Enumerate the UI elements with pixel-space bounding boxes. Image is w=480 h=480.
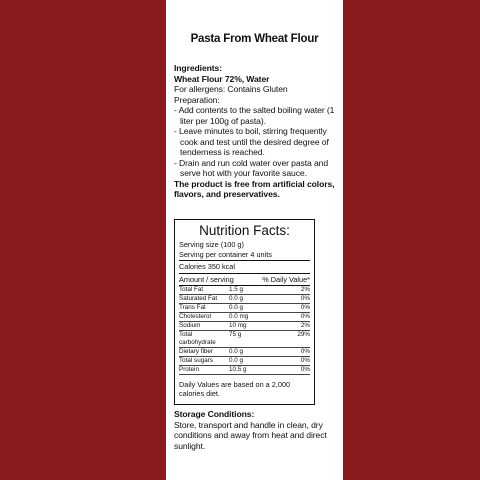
storage-heading: Storage Conditions: xyxy=(174,409,255,419)
nutrient-row xyxy=(179,331,310,348)
free-from-note: The product is free from artificial colors, flavors, and preservatives. xyxy=(174,178,335,199)
prep-step: - Leave minutes to boil, stirring frequently cook and test until the desired degree of tenderness is reached. xyxy=(174,126,329,157)
nutrient-name: Total sugars xyxy=(179,357,213,365)
nutrient-name: Sodium xyxy=(179,321,201,329)
ingredients-heading: Ingredients: xyxy=(174,63,222,73)
nutrient-amount: 75 g xyxy=(229,330,242,338)
nutrient-dv: 0% xyxy=(300,366,310,374)
storage-section xyxy=(174,409,338,451)
daily-value-footnote: Daily Values are based on a 2,000 calories diet. xyxy=(179,380,291,399)
nutrient-dv: 2% xyxy=(300,285,310,293)
nutrient-dv: 2% xyxy=(300,321,310,329)
preparation-heading: Preparation: xyxy=(174,94,220,105)
nutrient-name: Total Fat xyxy=(179,285,204,293)
nutrient-dv: 0% xyxy=(300,357,310,365)
ingredients-section xyxy=(174,63,336,200)
nutrient-amount: 1.5 g xyxy=(229,285,244,293)
nutrient-amount: 0.0 g xyxy=(229,294,244,302)
nutrient-row xyxy=(179,295,310,304)
calories: Calories 350 kcal xyxy=(179,262,235,271)
nutrient-dv: 0% xyxy=(300,303,310,311)
nutrition-facts-box xyxy=(174,219,315,405)
nutrient-dv: 29% xyxy=(297,330,310,338)
nutrient-dv: 0% xyxy=(300,348,310,356)
nutrient-row xyxy=(179,366,310,375)
divider xyxy=(179,260,310,261)
nutrition-title: Nutrition Facts: xyxy=(199,223,290,238)
nutrient-name: Trans Fat xyxy=(179,303,206,311)
nutrient-dv: 0% xyxy=(300,312,310,320)
nutrient-amount: 0.0 g xyxy=(229,348,244,356)
nutrient-amount: 0.0 g xyxy=(229,303,244,311)
nutrient-row xyxy=(179,322,310,331)
serving-size: Serving size (100 g) xyxy=(179,240,244,249)
prep-step: - Drain and run cold water over pasta and serve hot with your favorite sauce. xyxy=(174,157,329,178)
storage-text: Store, transport and handle in clean, dry conditions and away from heat and direct sunlight. xyxy=(174,419,327,451)
nutrient-row xyxy=(179,304,310,313)
nutrient-name: Saturated Fat xyxy=(179,294,218,302)
nutrient-row xyxy=(179,313,310,322)
col-dv: % Daily Value* xyxy=(262,274,310,284)
label-panel xyxy=(166,0,343,480)
nutrient-name: Cholesterol xyxy=(179,312,211,320)
nutrient-name: Total carbohydrate xyxy=(179,330,216,347)
nutrient-row xyxy=(179,357,310,366)
nutrient-dv: 0% xyxy=(300,294,310,302)
ingredients-main: Wheat Flour 72%, Water xyxy=(174,73,270,84)
servings-per-container: Serving per container 4 units xyxy=(179,249,272,259)
nutrient-row xyxy=(179,286,310,295)
nutrient-amount: 0.0 g xyxy=(229,357,244,365)
nutrient-name: Protein xyxy=(179,366,199,374)
col-amount: Amount / serving xyxy=(179,274,234,284)
divider xyxy=(179,273,310,274)
nutrient-amount: 10.5 g xyxy=(229,366,247,374)
nutrition-header-row xyxy=(179,275,310,286)
product-title: Pasta From Wheat Flour xyxy=(190,33,319,45)
nutrient-name: Dietary fiber xyxy=(179,348,213,356)
nutrient-row xyxy=(179,348,310,357)
nutrient-amount: 0.0 mg xyxy=(229,312,249,320)
allergens-text: For allergens: Contains Gluten xyxy=(174,84,288,94)
prep-step: - Add contents to the salted boiling water (1 liter per 100g of pasta). xyxy=(174,105,335,126)
nutrient-amount: 10 mg xyxy=(229,321,247,329)
